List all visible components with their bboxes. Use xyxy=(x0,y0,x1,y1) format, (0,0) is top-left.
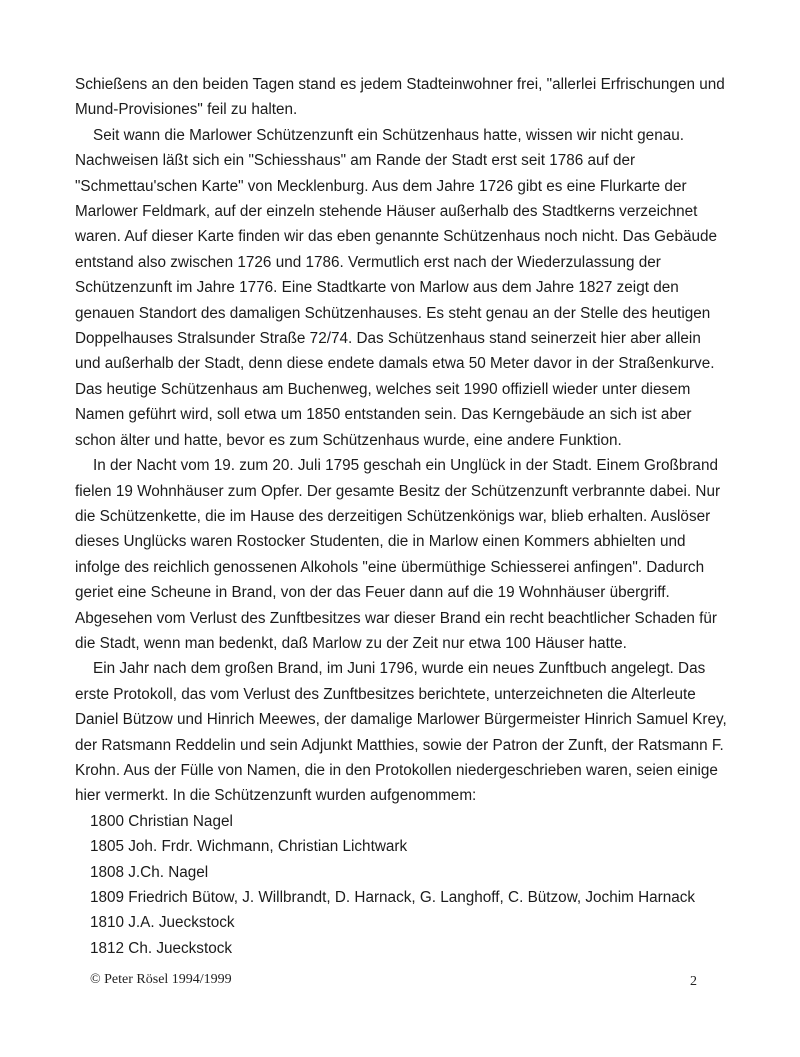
text-line: In der Nacht vom 19. zum 20. Juli 1795 geschah ein Unglück in der Stadt. Einem Großbrand xyxy=(93,457,718,475)
text-line: entstand also zwischen 1726 und 1786. Vermutlich erst nach der Wiederzulassung der xyxy=(75,253,661,271)
list-item: 1805 Joh. Frdr. Wichmann, Christian Lichtwark xyxy=(90,838,408,856)
page-number: 2 xyxy=(690,974,697,989)
text-line: schon älter und hatte, bevor es zum Schützenhaus wurde, eine andere Funktion. xyxy=(75,431,622,449)
text-line: Mund-Provisiones" feil zu halten. xyxy=(75,101,298,119)
text-line: dieses Unglücks waren Rostocker Studenten, die in Marlow einen Kommers abhielten und xyxy=(75,533,686,551)
text-line: Nachweisen läßt sich ein "Schiesshaus" am Rande der Stadt erst seit 1786 auf der xyxy=(75,152,636,170)
text-line: erste Protokoll, das vom Verlust des Zunftbesitzes berichtete, unterzeichneten die Alterleute xyxy=(75,685,696,703)
text-line: fielen 19 Wohnhäuser zum Opfer. Der gesamte Besitz der Schützenzunft verbrannte dabei. Nur xyxy=(75,482,721,500)
text-line: "Schmettau'schen Karte" von Mecklenburg. Aus dem Jahre 1726 gibt es eine Flurkarte der xyxy=(75,177,687,195)
text-line: Namen geführt wird, soll etwa um 1850 entstanden sein. Das Kerngebäude an sich ist aber xyxy=(75,406,692,424)
text-line: die Schützenkette, die im Hause des derzeitigen Schützenkönigs war, blieb erhalten. Auslöser xyxy=(75,507,711,525)
text-line: Daniel Bützow und Hinrich Meewes, der damalige Marlower Bürgermeister Hinrich Samuel Krey, xyxy=(75,711,727,729)
list-item: 1809 Friedrich Bütow, J. Willbrandt, D. Harnack, G. Langhoff, C. Bützow, Jochim Harnack xyxy=(90,889,696,906)
text-line: Seit wann die Marlower Schützenzunft ein Schützenhaus hatte, wissen wir nicht genau. xyxy=(93,126,684,144)
text-line: geriet eine Scheune in Brand, von der das Feuer dann auf die 19 Wohnhäuser übergriff. xyxy=(75,584,670,602)
list-item: 1800 Christian Nagel xyxy=(90,812,233,830)
text-line: Das heutige Schützenhaus am Buchenweg, welches seit 1990 offiziell wieder unter diesem xyxy=(75,380,691,398)
text-line: der Ratsmann Reddelin und sein Adjunkt Matthies, sowie der Patron der Zunft, der Ratsmann F. xyxy=(75,736,724,754)
text-line: waren. Auf dieser Karte finden wir das eben genannte Schützenhaus noch nicht. Das Gebäude xyxy=(75,228,718,246)
text-line: Marlower Feldmark, auf der einzeln stehende Häuser außerhalb des Stadtkerns verzeichnet xyxy=(75,203,698,221)
text-line: Krohn. Aus der Fülle von Namen, die in den Protokollen niedergeschrieben waren, seien einige xyxy=(75,761,718,779)
text-line: hier vermerkt. In die Schützenzunft wurden aufgenommem: xyxy=(75,787,477,805)
text-line: Ein Jahr nach dem großen Brand, im Juni 1796, wurde ein neues Zunftbuch angelegt. Das xyxy=(93,660,706,678)
text-line: die Stadt, wenn man bedenkt, daß Marlow zu der Zeit nur etwa 100 Häuser hatte. xyxy=(75,634,627,652)
document-body xyxy=(75,72,727,961)
text-line: und außerhalb der Stadt, denn diese endete damals etwa 50 Meter davor in der Straßenkurve. xyxy=(75,355,715,373)
text-line: infolge des reichlich genossenen Alkohols "eine übermüthige Schiesserei anfingen". Dadurch xyxy=(75,558,705,576)
list-item: 1812 Ch. Jueckstock xyxy=(90,939,232,957)
copyright-notice: © Peter Rösel 1994/1999 xyxy=(90,972,232,987)
text-line: Schützenzunft im Jahre 1776. Eine Stadtkarte von Marlow aus dem Jahre 1827 zeigt den xyxy=(75,279,679,297)
list-item: 1810 J.A. Jueckstock xyxy=(90,914,235,932)
text-line: Doppelhauses Stralsunder Straße 72/74. Das Schützenhaus stand seinerzeit hier aber allein xyxy=(75,330,701,348)
text-line: Abgesehen vom Verlust des Zunftbesitzes war dieser Brand ein recht beachtlicher Schaden für xyxy=(75,609,717,627)
text-line: Schießens an den beiden Tagen stand es jedem Stadteinwohner frei, "allerlei Erfrischungen und xyxy=(75,76,725,93)
list-item: 1808 J.Ch. Nagel xyxy=(90,863,209,881)
text-line: genauen Standort des damaligen Schützenhauses. Es steht genau an der Stelle des heutigen xyxy=(75,304,711,322)
